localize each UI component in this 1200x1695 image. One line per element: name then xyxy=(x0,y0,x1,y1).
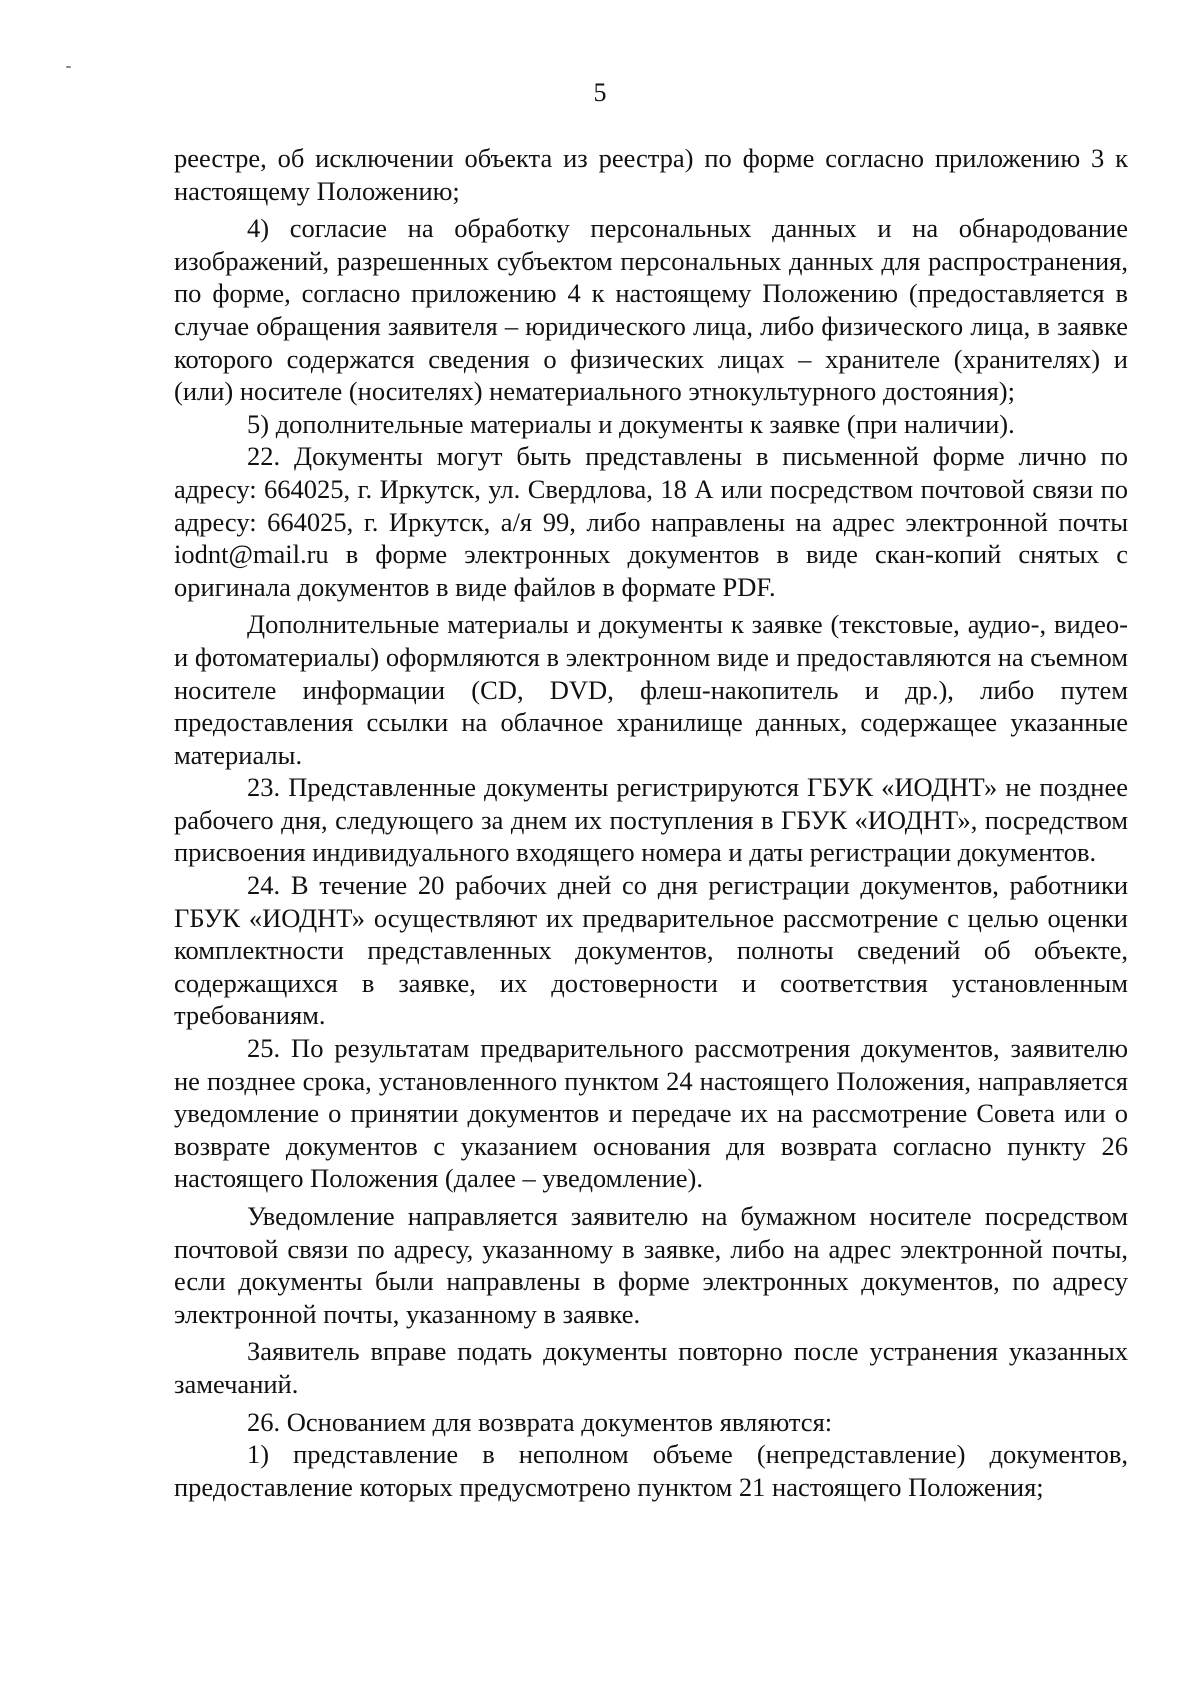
paragraph-26-item-1: 1) представление в неполном объеме (непредставление) документов, предоставление которых предусмотрено пунктом 21 настоящего Положения; xyxy=(174,1439,1128,1502)
page-number: 5 xyxy=(593,78,607,107)
paragraph-26: 26. Основанием для возврата документов являются: xyxy=(247,1406,833,1437)
document-body xyxy=(174,142,1128,1503)
paragraph-25: 25. По результатам предварительного рассмотрения документов, заявителю не позднее срока, установленного пунктом 24 настоящего Положения, направляется уведомление о принятии документов и передаче их на рассмотрение Совета или о возврате документов с указанием основания для возврата согласно пункту 26 настоящего Положения (далее – уведомление). xyxy=(174,1033,1128,1194)
paragraph-item-4: 4) согласие на обработку персональных данных и на обнародование изображений, разрешенных субъектом персональных данных для распространения, по форме, согласно приложению 4 к настоящему Положению (предоставляется в случае обращения заявителя – юридического лица, либо физического лица, в заявке которого содержатся сведения о физических лицах – хранителе (хранителях) и (или) носителе (носителях) нематериального этнокультурного достояния); xyxy=(174,213,1128,407)
paragraph-23: 23. Представленные документы регистрируются ГБУК «ИОДНТ» не позднее рабочего дня, следующего за днем их поступления в ГБУК «ИОДНТ», посредством присвоения индивидуального входящего номера и даты регистрации документов. xyxy=(174,772,1128,868)
paragraph-additional-materials: Дополнительные материалы и документы к заявке (текстовые, аудио-, видео- и фотоматериалы) оформляются в электронном виде и предоставляются на съемном носителе информации (CD, DVD, флеш-накопитель и др.), либо путем предоставления ссылки на облачное хранилище данных, содержащее указанные материалы. xyxy=(174,609,1128,770)
paragraph-22: 22. Документы могут быть представлены в письменной форме лично по адресу: 664025, г. Иркутск, ул. Свердлова, 18 А или посредством почтовой связи по адресу: 664025, г. Иркутск, а/я 99, либо направлены на адрес электронной почты iodnt@mail.ru в форме электронных документов в виде скан-копий снятых с оригинала документов в виде файлов в формате PDF. xyxy=(174,441,1128,602)
paragraph-resubmit: Заявитель вправе подать документы повторно после устранения указанных замечаний. xyxy=(174,1336,1128,1399)
paragraph-notification: Уведомление направляется заявителю на бумажном носителе посредством почтовой связи по адресу, указанному в заявке, либо на адрес электронной почты, если документы были направлены в форме электронных документов, по адресу электронной почты, указанному в заявке. xyxy=(174,1201,1128,1329)
paragraph-continuation: реестре, об исключении объекта из реестра) по форме согласно приложению 3 к настоящему Положению; xyxy=(174,143,1128,206)
paragraph-item-5: 5) дополнительные материалы и документы к заявке (при наличии). xyxy=(247,408,1015,439)
paragraph-24: 24. В течение 20 рабочих дней со дня регистрации документов, работники ГБУК «ИОДНТ» осуществляют их предварительное рассмотрение с целью оценки комплектности представленных документов, полноты сведений об объекте, содержащихся в заявке, их достоверности и соответствия установленным требованиям. xyxy=(174,870,1128,1031)
scan-speck xyxy=(66,66,71,68)
